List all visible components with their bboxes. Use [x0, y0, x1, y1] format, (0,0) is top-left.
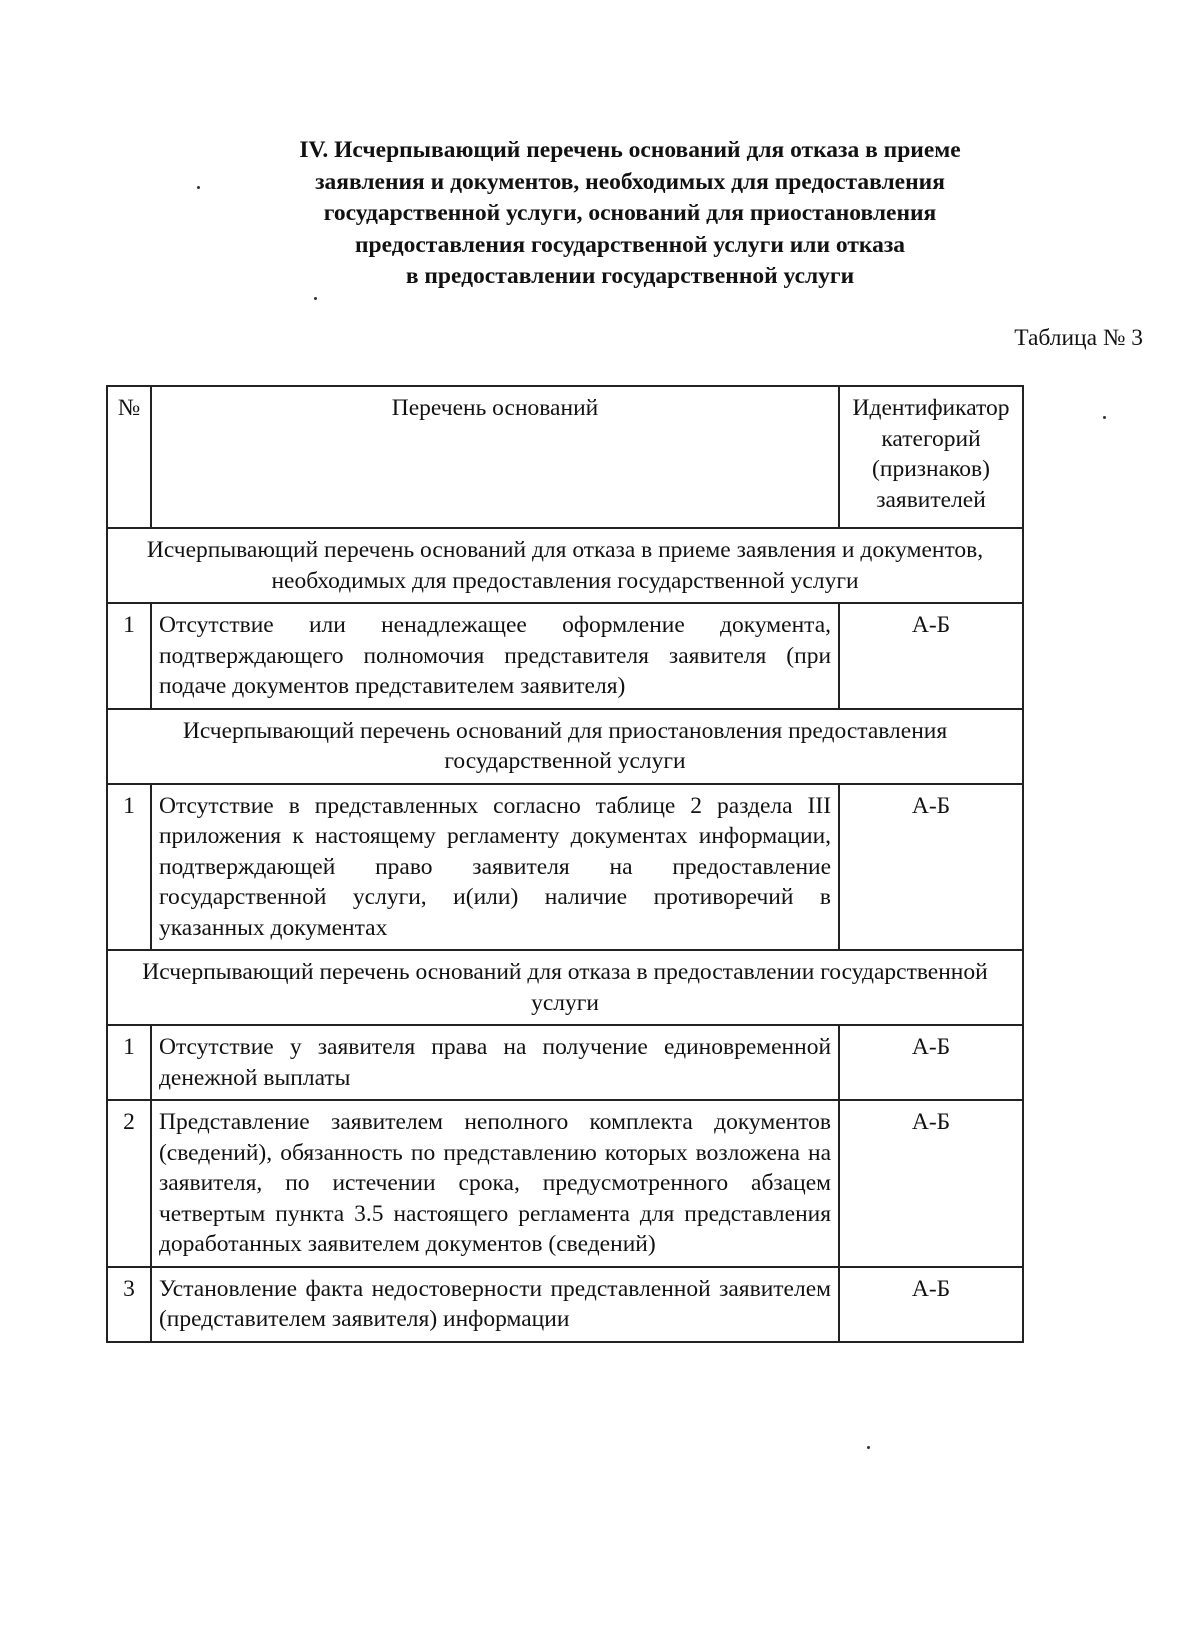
row-number: 2	[107, 1100, 151, 1267]
scan-speck	[1103, 416, 1106, 419]
row-text: Установление факта недостоверности представленной заявителем (представителем заявителя) информации	[151, 1267, 839, 1342]
row-text: Отсутствие в представленных согласно таблице 2 раздела III приложения к настоящему регламенту документах информации, подтверждающей право заявителя на предоставление государственной услуги, и(или) наличие противоречий в указанных документах	[151, 784, 839, 951]
section-row	[107, 950, 1023, 1025]
heading-line: предоставления государственной услуги или отказа	[354, 231, 906, 258]
table-row	[107, 784, 1023, 951]
scan-speck	[867, 1446, 870, 1449]
header-number: №	[107, 386, 151, 528]
header-grounds: Перечень оснований	[151, 386, 839, 528]
heading-line: в предоставлении государственной услуги	[405, 263, 855, 289]
grounds-table	[106, 385, 1024, 1343]
row-text: Представление заявителем неполного комплекта документов (сведений), обязанность по представлению которых возложена на заявителя, по истечении срока, предусмотренного абзацем четвертым пункта 3.5 настоящего регламента для представления доработанных заявителем документов (сведений)	[151, 1100, 839, 1267]
heading-line: государственной услуги, оснований для приостановления	[323, 200, 937, 226]
section-heading	[150, 135, 1110, 293]
section-row	[107, 528, 1023, 603]
row-identifier: А-Б	[839, 1100, 1023, 1267]
row-identifier: А-Б	[839, 1267, 1023, 1342]
row-identifier: А-Б	[839, 784, 1023, 951]
table-caption: Таблица № 3	[1014, 325, 1143, 351]
scan-speck	[314, 297, 317, 300]
table-row	[107, 1267, 1023, 1342]
row-number: 1	[107, 784, 151, 951]
scan-speck	[197, 186, 200, 189]
row-number: 1	[107, 1025, 151, 1100]
section-title: Исчерпывающий перечень оснований для приостановления предоставления государственной услуги	[107, 709, 1023, 784]
row-number: 1	[107, 603, 151, 709]
table-row	[107, 1025, 1023, 1100]
row-text: Отсутствие у заявителя права на получение единовременной денежной выплаты	[151, 1025, 839, 1100]
table-header-row	[107, 386, 1023, 528]
table-row	[107, 1100, 1023, 1267]
row-text: Отсутствие или ненадлежащее оформление документа, подтверждающего полномочия представителя заявителя (при подаче документов представителем заявителя)	[151, 603, 839, 709]
heading-line: IV. Исчерпывающий перечень оснований для отказа в приеме	[299, 137, 961, 163]
section-title: Исчерпывающий перечень оснований для отказа в предоставлении государственной услуги	[107, 950, 1023, 1025]
section-row	[107, 709, 1023, 784]
section-title: Исчерпывающий перечень оснований для отказа в приеме заявления и документов, необходимых для предоставления государственной услуги	[107, 528, 1023, 603]
row-number: 3	[107, 1267, 151, 1342]
row-identifier: А-Б	[839, 603, 1023, 709]
heading-line: заявления и документов, необходимых для предоставления	[315, 168, 945, 195]
row-identifier: А-Б	[839, 1025, 1023, 1100]
header-identifier: Идентификатор категорий (признаков) заявителей	[839, 386, 1023, 528]
table-row	[107, 603, 1023, 709]
